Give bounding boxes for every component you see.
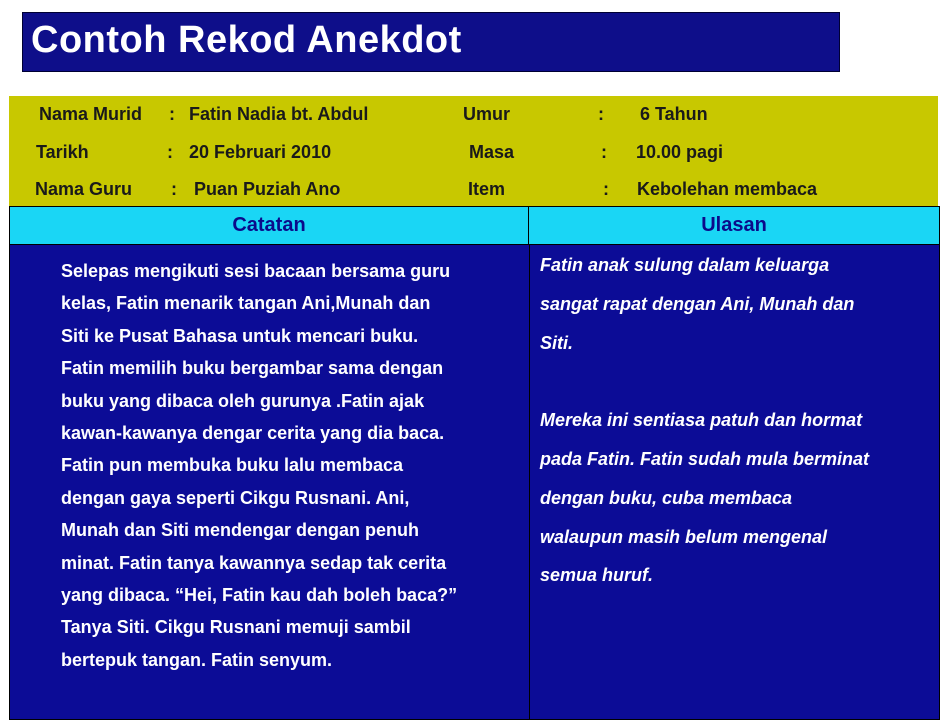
item-label: Item	[468, 179, 506, 199]
ulasan-line: Mereka ini sentiasa patuh dan hormat	[540, 410, 863, 431]
title-banner	[22, 12, 840, 72]
separator: :	[598, 104, 604, 124]
nama-murid-label: Nama Murid	[39, 104, 143, 124]
page-title: Contoh Rekod Anekdot	[31, 19, 462, 61]
catatan-line: Siti ke Pusat Bahasa untuk mencari buku.	[61, 325, 419, 346]
catatan-line: Fatin memilih buku bergambar sama dengan	[61, 358, 444, 379]
ulasan-line: sangat rapat dengan Ani, Munah dan	[540, 293, 855, 314]
catatan-line: minat. Fatin tanya kawannya sedap tak cerita	[61, 552, 447, 573]
tarikh-label: Tarikh	[36, 142, 89, 162]
umur-label: Umur	[463, 104, 511, 124]
separator: :	[603, 179, 609, 199]
student-info-panel	[9, 96, 938, 206]
nama-guru-value: Puan Puziah Ano	[194, 179, 341, 199]
ulasan-line: Siti.	[540, 332, 574, 353]
nama-murid-value: Fatin Nadia bt. Abdul	[189, 104, 369, 124]
catatan-line: bertepuk tangan. Fatin senyum.	[61, 649, 333, 670]
nama-guru-label: Nama Guru	[35, 179, 133, 199]
ulasan-line: dengan buku, cuba membaca	[540, 487, 793, 508]
ulasan-line: Fatin anak sulung dalam keluarga	[540, 255, 830, 275]
ulasan-line	[540, 362, 935, 401]
tarikh-value: 20 Februari 2010	[189, 142, 332, 162]
catatan-line: yang dibaca. “Hei, Fatin kau dah boleh baca?”	[61, 584, 458, 605]
separator: :	[169, 104, 175, 124]
masa-label: Masa	[469, 142, 515, 162]
ulasan-line: pada Fatin. Fatin sudah mula berminat	[540, 448, 870, 469]
catatan-line: Tanya Siti. Cikgu Rusnani memuji sambil	[61, 617, 411, 638]
catatan-line: Selepas mengikuti sesi bacaan bersama guru	[61, 261, 451, 281]
ulasan-line: walaupun masih belum mengenal	[540, 526, 828, 547]
ulasan-line: semua huruf.	[540, 565, 654, 586]
separator: :	[167, 142, 173, 162]
catatan-line: kawan-kawanya dengar cerita yang dia baca.	[61, 422, 445, 443]
catatan-header: Catatan	[10, 207, 529, 245]
catatan-line: Munah dan Siti mendengar dengan penuh	[61, 520, 420, 541]
separator: :	[171, 179, 177, 199]
separator: :	[601, 142, 607, 162]
masa-value: 10.00 pagi	[636, 142, 724, 162]
catatan-line: Fatin pun membuka buku lalu membaca	[61, 455, 404, 476]
column-divider	[529, 245, 530, 719]
catatan-line: kelas, Fatin menarik tangan Ani,Munah dan	[61, 293, 431, 314]
ulasan-text	[540, 246, 935, 595]
umur-value: 6 Tahun	[640, 104, 708, 124]
item-value: Kebolehan membaca	[637, 179, 818, 199]
catatan-line: buku yang dibaca oleh gurunya .Fatin ajak	[61, 390, 425, 411]
ulasan-header: Ulasan	[529, 207, 939, 245]
catatan-line: dengan gaya seperti Cikgu Rusnani. Ani,	[61, 487, 410, 508]
anecdote-table	[9, 206, 940, 720]
catatan-text	[61, 255, 523, 676]
